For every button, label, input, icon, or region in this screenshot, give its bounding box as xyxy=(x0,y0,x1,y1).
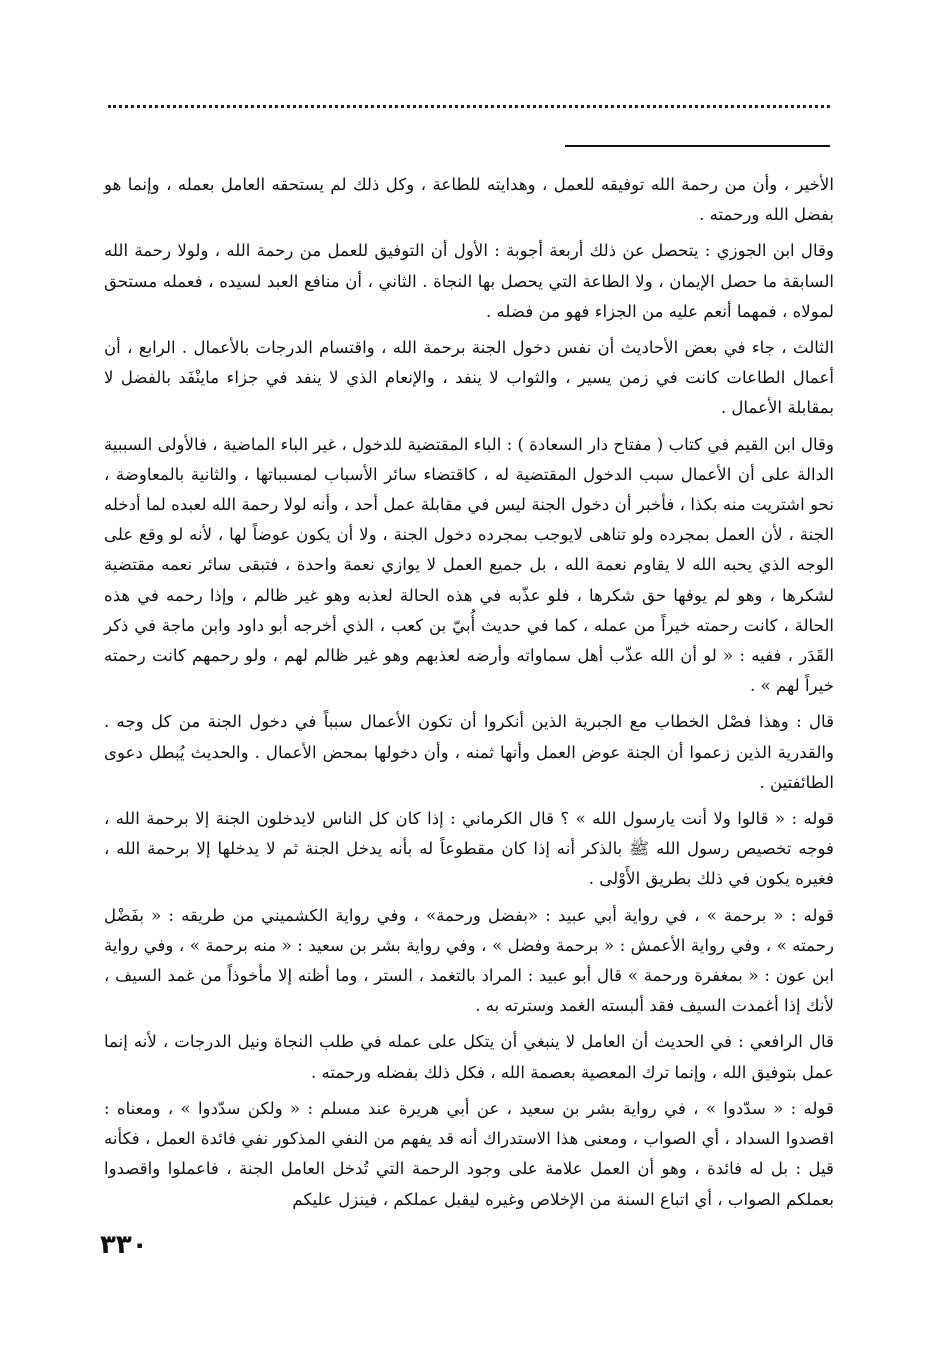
dotted-separator xyxy=(108,105,830,108)
paragraph: الأخير ، وأن من رحمة الله توفيقه للعمل ، وهدايته للطاعة ، وكل ذلك لم يستحقه العامل بعمله ، وإنما هو بفضل الله ورحمته . xyxy=(104,175,834,225)
paragraph: قوله : « قالوا ولا أنت يارسول الله » ؟ قال الكرماني : إذا كان كل الناس لايدخلون الجنة إلا برحمة الله ، فوجه تخصيص رسول الله ﷺ بالذكر أنه إذا كان مقطوعاً له بأنه يدخل الجنة ثم لا يدخلها إلا برحمة الله ، فغيره يكون في ذلك بطريق الأَوْلى . xyxy=(104,809,834,889)
paragraph: الثالث ، جاء في بعض الأحاديث أن نفس دخول الجنة برحمة الله ، واقتسام الدرجات بالأعمال . الرابع ، أن أعمال الطاعات كانت في زمن يسير ، والثواب لا ينفد ، والإنعام الذي لا ينفد في جزاء ماينْفَد بالفضل لا بمقابلة الأعمال . xyxy=(104,338,834,418)
header-rule xyxy=(565,145,830,147)
paragraph: قوله : « برحمة » ، في رواية أبي عبيد : «بفضل ورحمة» ، وفي رواية الكشميني من طريقه : « بفَضْل رحمته » ، وفي رواية الأعمش : « برحمة وفضل » ، وفي رواية بشر بن سعيد : « منه برحمة » ، وفي رواية ابن عون : « بمغفرة ورحمة » قال أبو عبيد : المراد بالتغمد ، الستر ، وما أظنه إلا مأخوذاً من غمد السيف ، لأنك إذا أغمدت السيف فقد ألبسته الغمد وسترته به . xyxy=(104,905,834,1016)
body-text xyxy=(104,170,834,1221)
paragraph: قوله : « سدّدوا » ، في رواية بشر بن سعيد ، عن أبي هريرة عند مسلم : « ولكن سدّدوا » ، ومعناه : اقصدوا السداد ، أي الصواب ، ومعنى هذا الاستدراك أنه قد يفهم من النفي المذكور نفي فائدة العمل ، فكأنه قيل : بل له فائدة ، وهو أن العمل علامة على وجود الرحمة التي تُدخل العامل الجنة ، فاعملوا واقصدوا بعملكم الصواب ، أي اتباع السنة من الإخلاص وغيره ليقبل عملكم ، فينزل عليكم xyxy=(104,1098,834,1209)
paragraph: قال : وهذا فصْل الخطاب مع الجبرية الذين أنكروا أن تكون الأعمال سبباً في دخول الجنة من كل وجه . والقدرية الذين زعموا أن الجنة عوض العمل وأنها ثمنه ، وأن دخولها بمحض الأعمال . والحديث يُبطل دعوى الطائفتين . xyxy=(104,712,834,792)
paragraph: وقال ابن القيم في كتاب ( مفتاح دار السعادة ) : الباء المقتضية للدخول ، غير الباء الماضية ، فالأولى السببية الدالة على أن الأعمال سبب الدخول المقتضية له ، كاقتضاء سائر الأسباب لمسبباتها ، والثانية بالمعاوضة ، نحو اشتريت منه بكذا ، فأخبر أن دخول الجنة ليس في مقابلة عمل أحد ، وأنه لولا رحمة الله لعبده لما أدخله الجنة ، لأن العمل بمجرده ولو تناهى لايوجب بمجرده دخول الجنة ، ولا أن يكون عوضاً لها ، لأنه لو وقع على الوجه الذي يحبه الله لا يقاوم نعمة الله ، بل جميع العمل لا يوازي نعمة واحدة ، فتبقى سائر نعمه مقتضية لشكرها ، وهو لم يوفها حق شكرها ، فلو عذّبه في هذه الحالة لعذبه وهو غير ظالم ، وإذا رحمه في هذه الحالة ، كانت رحمته خيراً من عمله ، كما في حديث أُبيّ بن كعب ، الذي أخرجه أبو داود وابن ماجة في ذكر القَدَر ، ففيه : « لو أن الله عذّب أهل سماواته وأرضه لعذبهم وهو غير ظالم لهم ، ولو رحمهم كانت رحمته خيراً لهم » . xyxy=(104,434,834,696)
paragraph: وقال ابن الجوزي : يتحصل عن ذلك أربعة أجوبة : الأول أن التوفيق للعمل من رحمة الله ، ولولا رحمة الله السابقة ما حصل الإيمان ، ولا الطاعة التي يحصل بها النجاة . الثاني ، أن منافع العبد لسيده ، فعمله مستحق لمولاه ، فمهما أنعم عليه من الجزاء فهو من فضله . xyxy=(104,241,834,321)
paragraph: قال الرافعي : في الحديث أن العامل لا ينبغي أن يتكل على عمله في طلب النجاة ونيل الدرجات ، لأنه إنما عمل بتوفيق الله ، وإنما ترك المعصية بعصمة الله ، فكل ذلك بفضله ورحمته . xyxy=(104,1032,834,1082)
page-number: ٣٣٠ xyxy=(100,1230,148,1260)
